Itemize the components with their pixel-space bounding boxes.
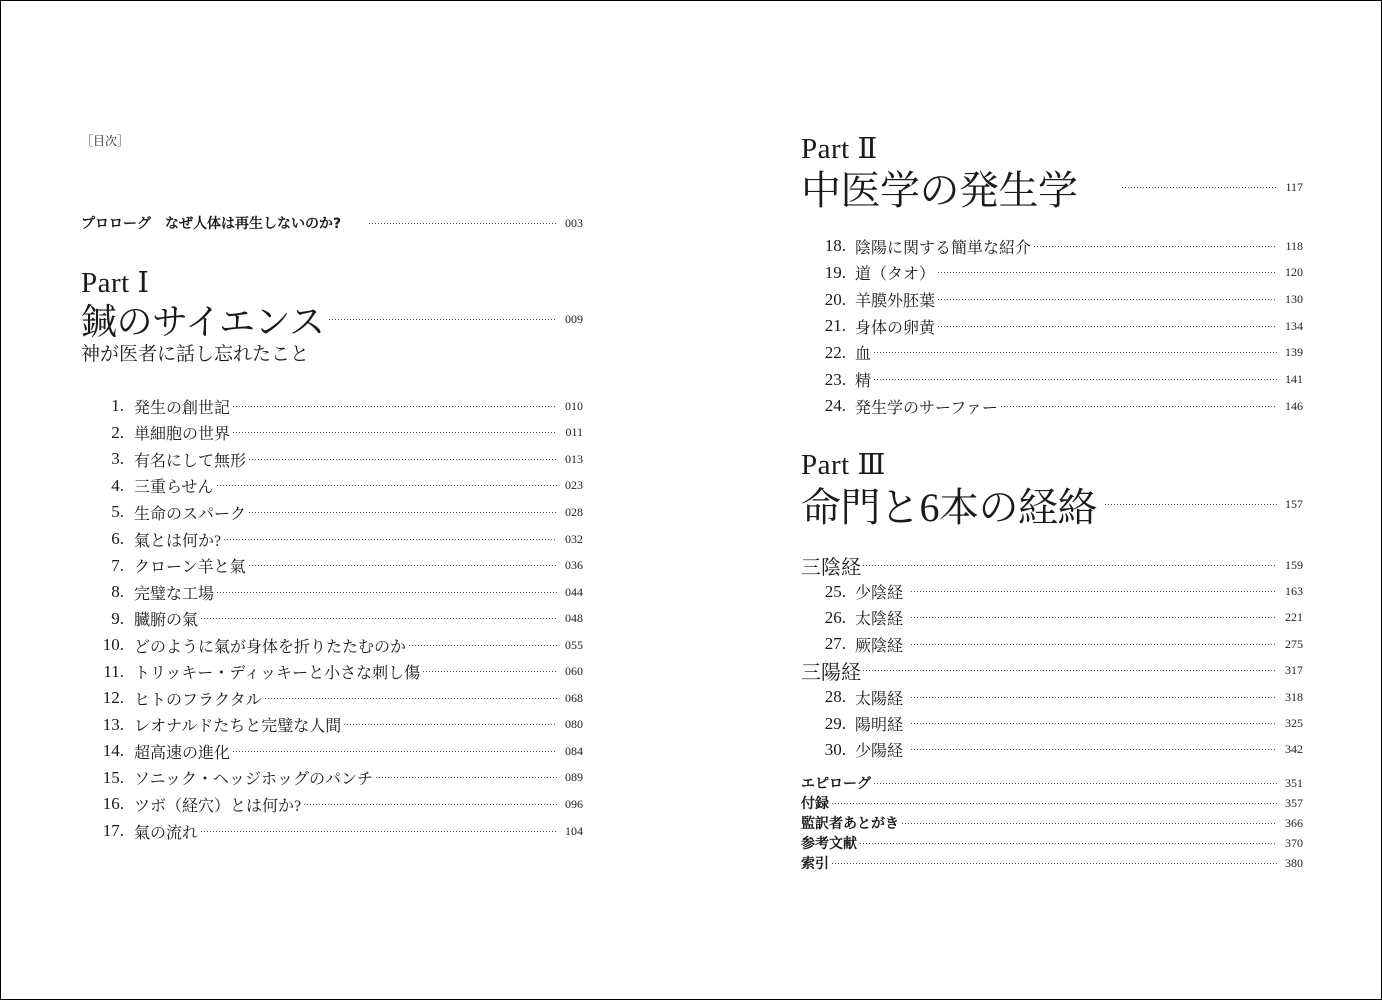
part-1-page-number: 009 xyxy=(565,311,583,326)
dot-leader xyxy=(376,777,557,778)
dot-leader xyxy=(217,485,557,486)
chapter-number: 13. xyxy=(102,714,124,734)
page-number: 068 xyxy=(565,690,583,705)
chapter-title: ソニック・ヘッジホッグのパンチ xyxy=(134,771,374,789)
prologue-title: プロローグ なぜ人体は再生しないのか? xyxy=(81,216,342,232)
chapter-title: 身体の卵黄 xyxy=(855,319,936,337)
dot-leader xyxy=(217,592,557,593)
back-matter-row xyxy=(801,813,1303,833)
dot-leader xyxy=(233,751,557,752)
part-2-chapter-list xyxy=(811,233,1303,420)
chapter-row xyxy=(91,658,583,685)
chapter-title: 単細胞の世界 xyxy=(134,426,231,444)
chapter-row xyxy=(811,313,1303,340)
chapter-number: 19. xyxy=(824,262,846,282)
dot-leader xyxy=(874,783,1277,784)
chapter-number: 15. xyxy=(102,767,124,787)
chapter-title: 氣の流れ xyxy=(134,824,199,842)
chapter-row xyxy=(801,684,1303,710)
chapter-row xyxy=(811,340,1303,367)
chapter-number: 25. xyxy=(824,581,846,601)
back-matter-list xyxy=(801,773,1303,873)
page-number: 221 xyxy=(1285,610,1303,625)
back-matter-row xyxy=(801,793,1303,813)
chapter-title: どのように氣が身体を折りたたむのか xyxy=(134,638,407,656)
dot-leader xyxy=(874,352,1277,353)
dot-leader xyxy=(911,749,1277,750)
part-3-page-number: 157 xyxy=(1285,496,1303,511)
back-matter-title: 付録 xyxy=(801,796,829,812)
chapter-row xyxy=(91,791,583,818)
meridian-group-row xyxy=(801,658,1303,684)
dot-leader xyxy=(265,698,557,699)
dot-leader xyxy=(832,863,1277,864)
chapter-number: 2. xyxy=(111,422,124,442)
chapter-number: 24. xyxy=(824,396,846,416)
meridian-group-title: 三陰経 xyxy=(801,556,861,579)
chapter-title: ヒトのフラクタル xyxy=(134,691,262,709)
chapter-title: レオナルドたちと完璧な人間 xyxy=(134,718,342,736)
page-number: 159 xyxy=(1285,557,1303,572)
dot-leader xyxy=(249,565,557,566)
chapter-row xyxy=(801,710,1303,736)
chapter-row xyxy=(811,233,1303,260)
page-number: 130 xyxy=(1285,292,1303,307)
dot-leader xyxy=(938,326,1277,327)
dot-leader xyxy=(911,697,1277,698)
chapter-title: 完璧な工場 xyxy=(134,585,215,603)
back-matter-title: 参考文献 xyxy=(801,836,857,852)
page-number: 146 xyxy=(1285,398,1303,413)
chapter-title: 生命のスパーク xyxy=(134,505,247,523)
chapter-number: 27. xyxy=(824,634,846,654)
chapter-title: 厥陰経 xyxy=(855,637,904,655)
page-number: 366 xyxy=(1285,815,1303,830)
chapter-number: 11. xyxy=(103,661,124,681)
dot-leader xyxy=(863,565,1277,566)
chapter-number: 30. xyxy=(824,739,846,759)
dot-leader xyxy=(224,539,557,540)
back-matter-row xyxy=(801,833,1303,853)
part-3-title: 命門と6本の経絡 xyxy=(801,484,1097,530)
chapter-number: 6. xyxy=(111,529,124,548)
part-3-chapter-list xyxy=(801,552,1303,763)
back-matter-title: エピローグ xyxy=(801,776,871,792)
chapter-title: 陽明経 xyxy=(855,717,904,735)
chapter-row xyxy=(91,552,583,579)
page-number: 275 xyxy=(1285,636,1303,651)
chapter-number: 23. xyxy=(824,369,846,389)
chapter-title: 道（タオ） xyxy=(855,266,936,284)
chapter-title: 少陽経 xyxy=(855,743,904,761)
page-number: 055 xyxy=(565,637,583,652)
page-number: 096 xyxy=(565,796,583,811)
dot-leader xyxy=(938,299,1277,300)
dot-leader xyxy=(233,406,557,407)
page-number: 028 xyxy=(565,504,583,519)
chapter-title: 精 xyxy=(855,373,872,391)
chapter-row xyxy=(811,366,1303,393)
chapter-row xyxy=(91,605,583,632)
page-number: 036 xyxy=(565,558,583,573)
chapter-row xyxy=(91,526,583,553)
back-matter-title: 監訳者あとがき xyxy=(801,816,899,832)
page-number: 318 xyxy=(1285,689,1303,704)
chapter-title: 発生学のサーファー xyxy=(855,399,998,417)
page-number: 370 xyxy=(1285,835,1303,850)
dot-leader xyxy=(911,617,1277,618)
chapter-number: 3. xyxy=(111,449,124,469)
chapter-title: 三重らせん xyxy=(134,479,214,497)
chapter-row xyxy=(91,579,583,606)
page-number: 011 xyxy=(565,425,583,440)
page-number: 317 xyxy=(1285,663,1303,678)
page-number: 380 xyxy=(1285,855,1303,870)
chapter-title: ツボ（経穴）とは何か? xyxy=(134,797,302,815)
chapter-number: 20. xyxy=(824,289,846,309)
chapter-number: 14. xyxy=(102,741,124,761)
chapter-title: 太陽経 xyxy=(855,690,904,708)
chapter-row xyxy=(801,578,1303,604)
dot-leader xyxy=(423,671,557,672)
dot-leader xyxy=(304,804,557,805)
dot-leader xyxy=(409,645,557,646)
chapter-row xyxy=(811,286,1303,313)
chapter-row xyxy=(91,765,583,792)
part-2-page-number: 117 xyxy=(1285,179,1303,194)
chapter-title: 超高速の進化 xyxy=(134,744,231,762)
chapter-row xyxy=(91,632,583,659)
dot-leader xyxy=(832,803,1277,804)
dot-leader xyxy=(344,724,557,725)
page-number: 084 xyxy=(565,743,583,758)
chapter-row xyxy=(91,420,583,447)
chapter-row xyxy=(91,499,583,526)
chapter-row xyxy=(91,685,583,712)
dot-leader xyxy=(911,591,1277,592)
back-matter-row xyxy=(801,773,1303,793)
chapter-number: 5. xyxy=(111,502,124,522)
toc-heading: ［目次］ xyxy=(81,134,130,148)
chapter-title: クローン羊と氣 xyxy=(134,559,246,577)
dot-leader xyxy=(249,512,557,513)
chapter-title: 少陰経 xyxy=(855,585,904,603)
part-2-label: Part Ⅱ xyxy=(801,133,878,165)
back-matter-title: 索引 xyxy=(801,856,829,872)
chapter-number: 18. xyxy=(824,236,846,256)
prologue-row xyxy=(81,213,583,233)
chapter-number: 9. xyxy=(111,608,124,628)
dot-leader xyxy=(329,319,557,320)
chapter-number: 16. xyxy=(102,794,124,814)
page-number: 060 xyxy=(565,664,583,679)
page-number: 104 xyxy=(565,823,583,838)
part-3-label: Part Ⅲ xyxy=(801,449,886,481)
dot-leader xyxy=(1001,406,1277,407)
part-1-subtitle: 神が医者に話し忘れたこと xyxy=(81,344,310,365)
chapter-number: 28. xyxy=(824,687,846,707)
chapter-title: 有名にして無形 xyxy=(134,452,247,470)
back-matter-row xyxy=(801,853,1303,873)
page-number: 325 xyxy=(1285,716,1303,731)
part-1-title: 鍼のサイエンス xyxy=(81,301,325,342)
chapter-number: 17. xyxy=(102,821,124,841)
chapter-row xyxy=(91,446,583,473)
chapter-row xyxy=(91,393,583,420)
chapter-title: 血 xyxy=(855,346,872,364)
page-number: 032 xyxy=(565,531,583,546)
page-number: 139 xyxy=(1285,345,1303,360)
part-2-title-row xyxy=(801,165,1303,213)
chapter-row xyxy=(801,631,1303,657)
chapter-number: 22. xyxy=(824,342,846,362)
page-number: 048 xyxy=(565,611,583,626)
chapter-number: 8. xyxy=(111,582,124,602)
dot-leader xyxy=(201,618,557,619)
chapter-row xyxy=(91,473,583,500)
part-2-title: 中医学の発生学 xyxy=(801,167,1078,213)
chapter-number: 26. xyxy=(824,607,846,627)
part-1-chapter-list xyxy=(91,393,583,844)
chapter-row xyxy=(811,260,1303,287)
chapter-title: 氣とは何か? xyxy=(134,532,222,550)
page-number: 023 xyxy=(565,478,583,493)
dot-leader xyxy=(233,432,557,433)
dot-leader xyxy=(860,843,1277,844)
chapter-row xyxy=(91,818,583,845)
chapter-number: 21. xyxy=(824,316,846,336)
dot-leader xyxy=(1034,246,1277,247)
meridian-group-row xyxy=(801,552,1303,578)
page-number: 357 xyxy=(1285,795,1303,810)
chapter-title: 太陰経 xyxy=(855,611,904,629)
chapter-number: 1. xyxy=(111,396,124,416)
dot-leader xyxy=(863,670,1277,671)
page-number: 351 xyxy=(1285,775,1303,790)
page-number: 010 xyxy=(565,398,583,413)
chapter-number: 4. xyxy=(111,475,124,495)
chapter-number: 29. xyxy=(824,713,846,733)
chapter-row xyxy=(811,393,1303,420)
page-number: 120 xyxy=(1285,265,1303,280)
page-number: 013 xyxy=(565,451,583,466)
page-number: 141 xyxy=(1285,372,1303,387)
chapter-row xyxy=(91,712,583,739)
prologue-page-number: 003 xyxy=(565,215,583,230)
dot-leader xyxy=(1105,504,1277,505)
meridian-group-title: 三陽経 xyxy=(801,662,861,685)
chapter-title: 羊膜外胚葉 xyxy=(855,293,936,311)
dot-leader xyxy=(1122,187,1278,188)
part-1-label: Part Ⅰ xyxy=(81,267,150,299)
page-number: 118 xyxy=(1285,238,1303,253)
chapter-title: トリッキー・ディッキーと小さな刺し傷 xyxy=(134,665,421,683)
dot-leader xyxy=(201,831,557,832)
page-number: 080 xyxy=(565,717,583,732)
chapter-title: 臓腑の氣 xyxy=(134,612,199,630)
chapter-title: 発生の創世記 xyxy=(134,399,231,417)
dot-leader xyxy=(369,223,557,224)
page-number: 044 xyxy=(565,584,583,599)
page-number: 089 xyxy=(565,770,583,785)
page-number: 342 xyxy=(1285,742,1303,757)
chapter-row xyxy=(801,605,1303,631)
page-number: 134 xyxy=(1285,318,1303,333)
dot-leader xyxy=(249,459,557,460)
chapter-number: 12. xyxy=(102,688,124,708)
chapter-row xyxy=(91,738,583,765)
chapter-row xyxy=(801,737,1303,763)
part-1-title-row xyxy=(81,297,583,341)
dot-leader xyxy=(902,823,1277,824)
dot-leader xyxy=(938,272,1277,273)
part-3-title-row xyxy=(801,482,1303,530)
dot-leader xyxy=(874,379,1277,380)
dot-leader xyxy=(911,723,1277,724)
page-number: 163 xyxy=(1285,584,1303,599)
dot-leader xyxy=(911,644,1277,645)
chapter-title: 陰陽に関する簡単な紹介 xyxy=(855,239,1032,257)
chapter-number: 10. xyxy=(102,635,124,655)
chapter-number: 7. xyxy=(111,555,124,575)
